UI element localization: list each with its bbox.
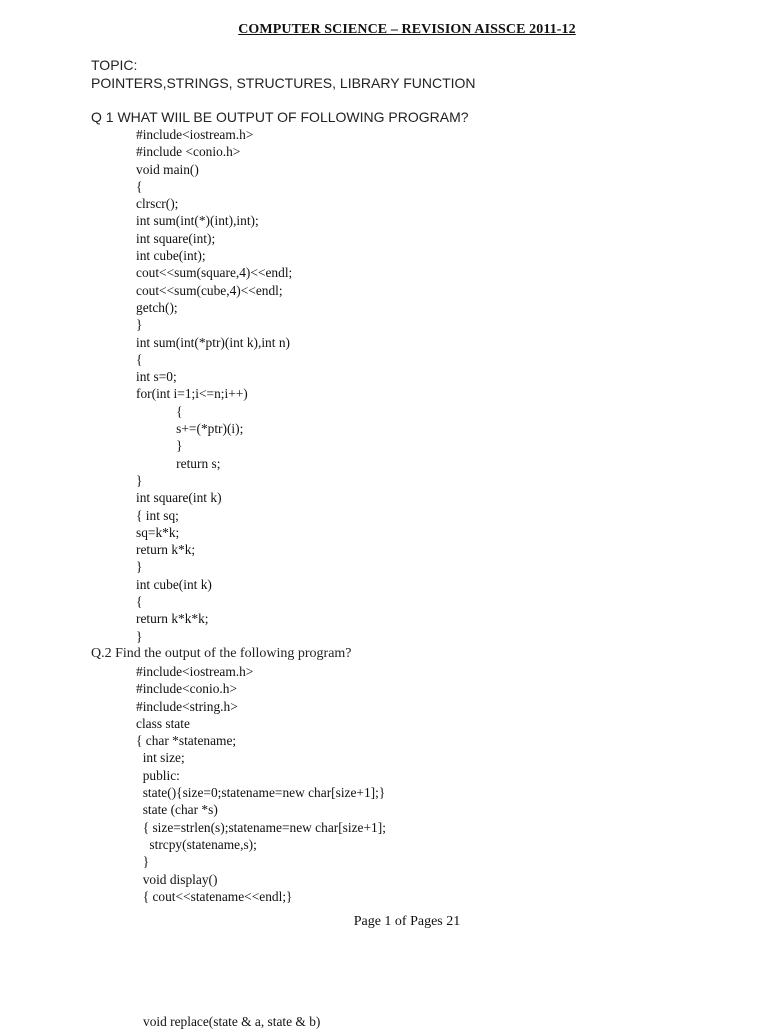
code-line: #include<conio.h> xyxy=(136,681,238,697)
code-line: void main() xyxy=(136,161,199,177)
code-line: { xyxy=(136,351,143,367)
question-1-code xyxy=(136,126,292,645)
code-line: state (char *s) xyxy=(136,802,218,818)
code-line: int s=0; xyxy=(136,369,177,385)
code-line: { int sq; xyxy=(136,507,179,523)
code-line: int square(int); xyxy=(136,230,216,246)
document-title: COMPUTER SCIENCE – REVISION AISSCE 2011-12 xyxy=(238,22,576,37)
code-line: return k*k; xyxy=(136,542,196,558)
code-line: } xyxy=(136,628,143,644)
code-line: cout<<sum(square,4)<<endl; xyxy=(136,265,293,281)
code-line: int cube(int); xyxy=(136,248,206,264)
code-line: public: xyxy=(136,767,180,783)
topic-label: TOPIC: xyxy=(91,57,138,73)
question-2-code xyxy=(136,663,386,905)
code-line: } xyxy=(136,472,143,488)
code-line: class state xyxy=(136,715,190,731)
code-line: #include<string.h> xyxy=(136,698,238,714)
code-line: return k*k*k; xyxy=(136,611,209,627)
code-line: int size; xyxy=(136,750,185,766)
code-line: } xyxy=(136,317,143,333)
code-line: void display() xyxy=(136,871,218,887)
code-line: int sum(int(*ptr)(int k),int n) xyxy=(136,334,290,350)
code-line: int square(int k) xyxy=(136,490,222,506)
code-line: #include<iostream.h> xyxy=(136,127,254,142)
code-line: { xyxy=(136,594,143,610)
code-line: for(int i=1;i<=n;i++) xyxy=(136,386,248,402)
code-line: sq=k*k; xyxy=(136,524,180,540)
page-footer: Page 1 of Pages 21 xyxy=(353,914,461,929)
code-line: #include<iostream.h> xyxy=(136,664,254,679)
code-line: cout<<sum(cube,4)<<endl; xyxy=(136,282,283,298)
question-2-heading: Q.2 Find the output of the following program? xyxy=(91,646,352,661)
code-line: { char *statename; xyxy=(136,733,237,749)
code-line: int sum(int(*)(int),int); xyxy=(136,213,259,229)
code-line: clrscr(); xyxy=(136,196,179,212)
question-1-heading: Q 1 WHAT WIIL BE OUTPUT OF FOLLOWING PROGRAM? xyxy=(91,109,469,125)
code-line: state(){size=0;statename=new char[size+1];} xyxy=(136,785,386,801)
code-line: int cube(int k) xyxy=(136,576,212,592)
code-line: { xyxy=(136,403,183,419)
code-line: #include <conio.h> xyxy=(136,144,241,160)
topic-value: POINTERS,STRINGS, STRUCTURES, LIBRARY FUNCTION xyxy=(91,75,476,91)
code-line: { cout<<statename<<endl;} xyxy=(136,888,293,904)
next-page-partial-line: void replace(state & a, state & b) xyxy=(143,1014,321,1029)
code-line: getch(); xyxy=(136,299,178,315)
code-line: return s; xyxy=(136,455,221,471)
code-line: } xyxy=(136,854,150,870)
code-line: strcpy(statename,s); xyxy=(136,836,257,852)
code-line: } xyxy=(136,438,183,454)
code-line: { size=strlen(s);statename=new char[size+1]; xyxy=(136,819,386,835)
code-line: } xyxy=(136,559,143,575)
code-line: { xyxy=(136,178,143,194)
code-line: s+=(*ptr)(i); xyxy=(136,421,244,437)
